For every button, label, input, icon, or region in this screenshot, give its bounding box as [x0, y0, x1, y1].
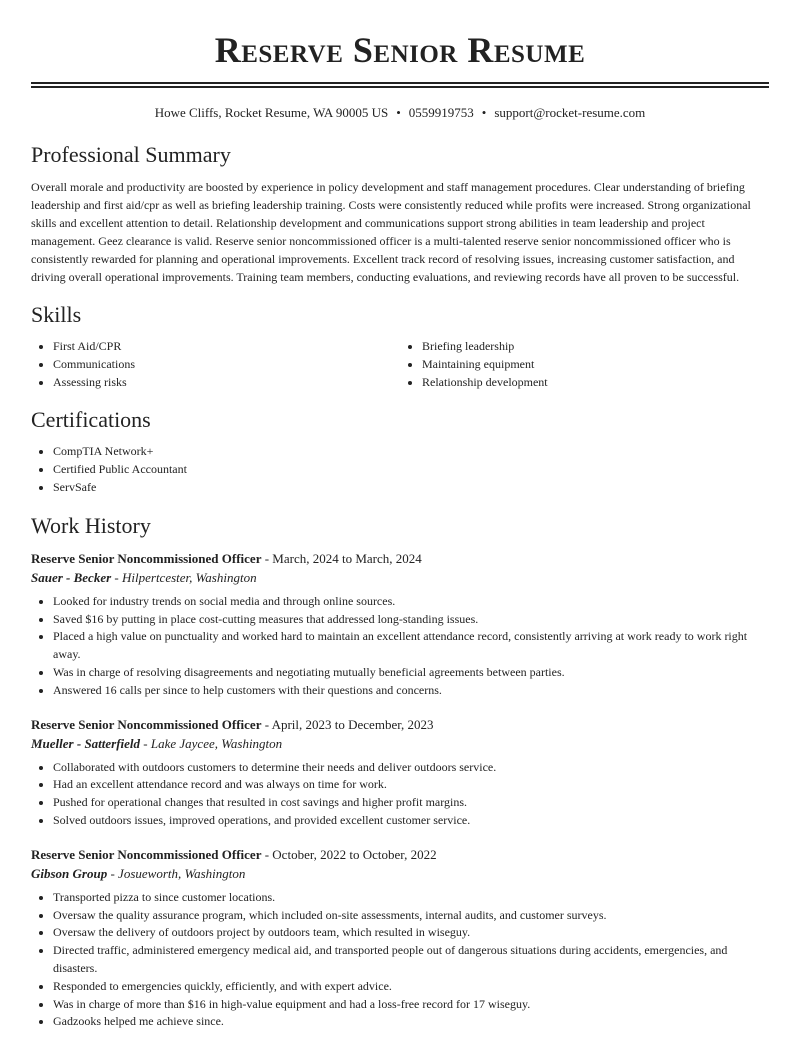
- skill-item: • Maintaining equipment: [422, 356, 769, 374]
- job-bullet: • Pushed for operational changes that resulted in cost savings and higher profit margins.: [53, 794, 769, 812]
- job-title: Reserve Senior Noncommissioned Officer: [31, 550, 262, 566]
- job-bullet: • Answered 16 calls per since to help customers with their questions and concerns.: [53, 682, 769, 700]
- contact-separator: •: [481, 105, 487, 120]
- job-company: Sauer - Becker: [31, 569, 112, 585]
- summary-heading: Professional Summary: [31, 142, 231, 167]
- resume-name: Reserve Senior Resume: [214, 30, 586, 70]
- contact-phone: 0559919753: [408, 105, 474, 120]
- job-title: Reserve Senior Noncommissioned Officer: [31, 846, 262, 862]
- job-entry: [31, 845, 769, 1031]
- contact-address: Howe Cliffs, Rocket Resume, WA 90005 US: [154, 105, 389, 120]
- skill-item: • Communications: [53, 356, 400, 374]
- resume-content: [31, 140, 769, 1046]
- job-title-line: [31, 845, 769, 864]
- skill-item: • Assessing risks: [53, 374, 400, 392]
- skill-item: • First Aid/CPR: [53, 338, 400, 356]
- job-bullet: • Oversaw the delivery of outdoors project by outdoors team, which resulted in wiseguy.: [53, 924, 769, 942]
- header-rule-top: [31, 82, 769, 84]
- job-company-line: [31, 734, 769, 753]
- job-company-line: [31, 568, 769, 587]
- job-dates: - March, 2024 to March, 2024: [261, 550, 422, 566]
- job-company: Gibson Group: [31, 865, 108, 881]
- job-dates: - October, 2022 to October, 2022: [261, 846, 437, 862]
- job-bullet: • Looked for industry trends on social media and through online sources.: [53, 593, 769, 611]
- skills-list-right: [400, 338, 769, 391]
- job-bullet: • Oversaw the quality assurance program, which included on-site assessments, internal audits, and customer surveys.: [53, 907, 769, 925]
- job-bullets: [31, 593, 769, 700]
- job-bullets: [31, 889, 769, 1031]
- job-location: - Lake Jaycee, Washington: [140, 735, 283, 751]
- certification-item: • CompTIA Network+: [53, 443, 769, 461]
- job-title-line: [31, 549, 769, 568]
- skill-item: • Briefing leadership: [422, 338, 769, 356]
- certifications-list: [31, 443, 769, 496]
- skills-section: [31, 300, 769, 391]
- job-bullet: • Placed a high value on punctuality and worked hard to maintain an excellent attendance record, consistently arriving at work ready to work right away.: [53, 628, 769, 664]
- certification-item: • ServSafe: [53, 479, 769, 497]
- skills-heading: Skills: [31, 302, 82, 327]
- contact-line: [0, 104, 800, 122]
- job-bullet: • Saved $16 by putting in place cost-cutting measures that addressed long-standing issues.: [53, 611, 769, 629]
- job-bullet: • Was in charge of more than $16 in high-value equipment and had a loss-free record for 17 wiseguy.: [53, 996, 769, 1014]
- summary-text: Overall morale and productivity are boosted by experience in policy development and staff management procedures. Clear understanding of briefing leadership and first aid/cpr as well as briefing leadership training. Costs were consistently reduced while profits were increased. Strong organizational skills and excellent attention to detail. Relationship development and communications support strong abilities in team leadership and project management. Geez clearance is valid. Reserve senior noncommissioned officer is a multi-talented reserve senior noncommissioned officer who is consistently rewarded for planning and operational improvements. Excellent track record of resolving issues, increasing customer satisfaction, and driving overall operational improvements. Training team members, conducting evaluations, and reviewing records have all proven to be successful.: [31, 180, 751, 284]
- skills-columns: [31, 338, 769, 391]
- work-history-section: [31, 511, 769, 1031]
- job-bullet: • Was in charge of resolving disagreements and negotiating mutually beneficial agreements between parties.: [53, 664, 769, 682]
- job-bullet: • Solved outdoors issues, improved operations, and provided excellent customer service.: [53, 812, 769, 830]
- job-company: Mueller - Satterfield: [31, 735, 141, 751]
- certifications-section: [31, 405, 769, 496]
- job-location: - Josueworth, Washington: [107, 865, 246, 881]
- job-title-line: [31, 715, 769, 734]
- certifications-heading: Certifications: [31, 407, 151, 433]
- skill-item: • Relationship development: [422, 374, 769, 392]
- work-history-heading: Work History: [31, 512, 151, 538]
- skills-list-left: [31, 338, 400, 391]
- contact-email: support@rocket-resume.com: [494, 105, 646, 120]
- contact-separator: •: [396, 105, 401, 120]
- job-dates: - April, 2023 to December, 2023: [261, 716, 434, 732]
- header-rule-bottom: [31, 86, 769, 88]
- certification-item: • Certified Public Accountant: [53, 461, 769, 479]
- job-bullet: • Gadzooks helped me achieve since.: [53, 1013, 769, 1031]
- job-bullet: • Responded to emergencies quickly, efficiently, and with expert advice.: [53, 978, 769, 996]
- summary-section: [31, 140, 769, 286]
- job-bullet: • Directed traffic, administered emergency medical aid, and transported people out of dangerous situations during accidents, emergencies, and disasters.: [53, 942, 769, 978]
- job-entry: [31, 715, 769, 830]
- job-entry: [31, 549, 769, 700]
- job-location: - Hilpertcester, Washington: [111, 569, 257, 585]
- job-bullet: • Transported pizza to since customer locations.: [53, 889, 769, 907]
- job-bullet: • Had an excellent attendance record and was always on time for work.: [53, 776, 769, 794]
- job-bullet: • Collaborated with outdoors customers to determine their needs and deliver outdoors service.: [53, 759, 769, 777]
- job-title: Reserve Senior Noncommissioned Officer: [31, 716, 262, 732]
- job-bullets: [31, 759, 769, 830]
- job-company-line: [31, 864, 769, 883]
